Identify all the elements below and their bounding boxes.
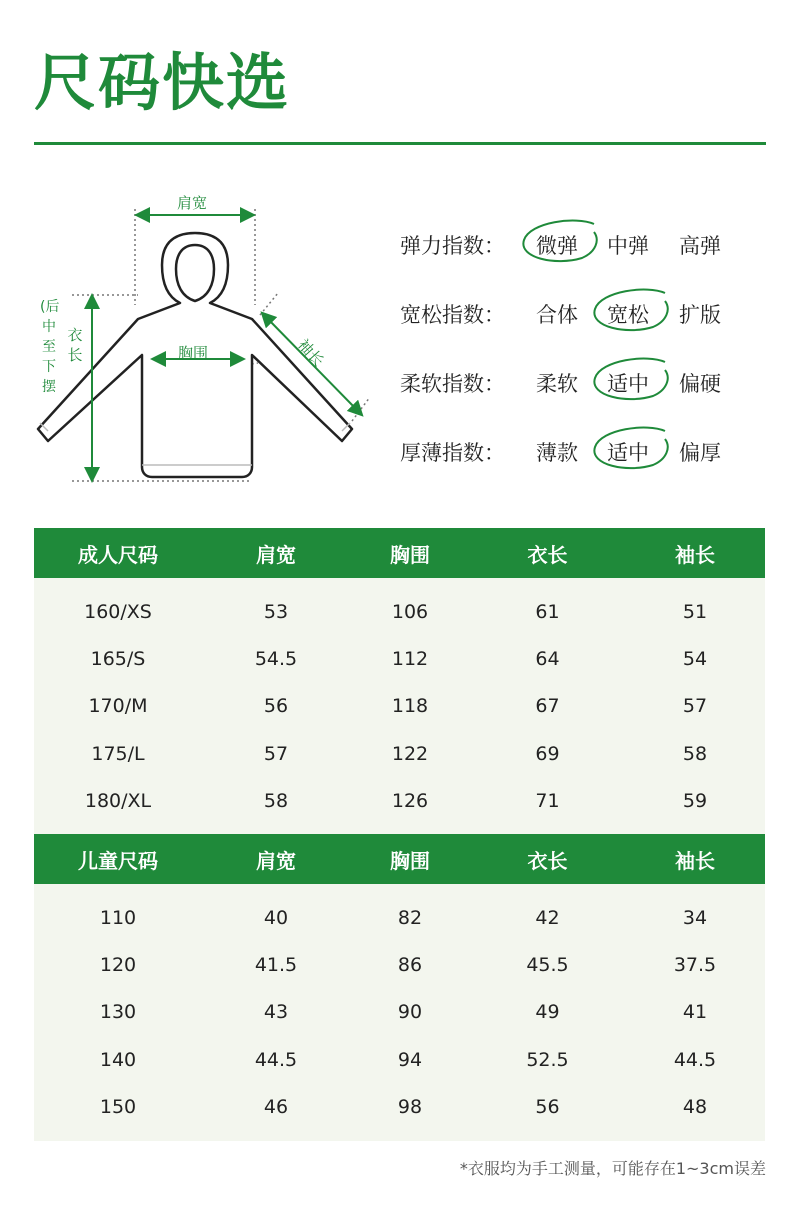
table-cell: 180/XL (84, 790, 152, 813)
header-cell: 衣长 (527, 542, 568, 567)
index-option: 中弹 (607, 234, 649, 258)
header-cell: 肩宽 (256, 848, 296, 873)
table-cell: 56 (263, 695, 289, 718)
kids-size-table (34, 834, 765, 1141)
table-cell: 165/S (90, 648, 146, 671)
table-cell: 51 (682, 600, 708, 623)
shoulder-label: 肩宽 (177, 194, 208, 212)
table-cell: 57 (263, 742, 289, 765)
header-cell: 肩宽 (256, 542, 296, 567)
index-label: 弹力指数： (400, 234, 505, 258)
table-row (34, 635, 765, 682)
index-row-elasticity (400, 222, 780, 291)
index-option: 柔软 (536, 372, 578, 396)
index-label: 柔软指数： (400, 372, 505, 396)
table-cell: 45.5 (526, 954, 569, 977)
index-row-softness (400, 360, 780, 429)
index-option: 微弹 (536, 234, 578, 258)
index-label: 宽松指数： (400, 303, 505, 327)
title-divider (34, 142, 766, 145)
index-option: 宽松 (607, 303, 649, 327)
index-option: 偏硬 (679, 372, 721, 396)
table-cell: 118 (391, 695, 429, 718)
table-cell: 150 (99, 1096, 137, 1119)
table-cell: 58 (263, 790, 289, 813)
table-cell: 48 (682, 1096, 708, 1119)
table-row (34, 778, 765, 825)
table-row (34, 941, 765, 988)
table-cell: 40 (263, 906, 289, 929)
index-option: 合体 (536, 303, 578, 327)
table-row (34, 1036, 765, 1083)
table-cell: 57 (682, 695, 708, 718)
table-cell: 53 (263, 600, 289, 623)
table-row (34, 894, 765, 941)
table-cell: 130 (99, 1001, 137, 1024)
index-row-fit (400, 291, 780, 360)
table-body (34, 578, 765, 835)
table-cell: 41.5 (254, 954, 298, 977)
table-cell: 54 (682, 648, 708, 671)
table-cell: 67 (535, 695, 560, 718)
index-option: 适中 (607, 441, 649, 465)
table-header (34, 528, 765, 578)
header-cell: 儿童尺码 (78, 848, 158, 873)
selection-circle-icon (587, 287, 677, 337)
length-label: 衣长 (67, 326, 83, 364)
index-option: 扩版 (679, 303, 721, 327)
table-cell: 170/M (88, 695, 148, 718)
table-cell: 54.5 (254, 648, 298, 671)
table-cell: 90 (397, 1001, 423, 1024)
table-cell: 41 (682, 1001, 708, 1024)
table-cell: 126 (391, 790, 429, 813)
table-cell: 71 (535, 790, 560, 813)
table-row (34, 989, 765, 1036)
table-cell: 37.5 (673, 954, 717, 977)
page-title: 尺码快选 (34, 46, 291, 119)
table-cell: 160/XS (84, 600, 152, 623)
table-cell: 175/L (91, 742, 145, 765)
selection-circle-icon (587, 425, 677, 475)
table-cell: 120 (99, 954, 137, 977)
header-cell: 胸围 (390, 542, 430, 567)
header-cell: 胸围 (390, 848, 430, 873)
fabric-indices (400, 222, 780, 498)
index-option: 薄款 (536, 441, 578, 465)
table-body (34, 884, 765, 1141)
table-row (34, 1084, 765, 1131)
table-cell: 52.5 (526, 1048, 569, 1071)
table-row (34, 730, 765, 777)
header-cell: 袖长 (675, 542, 715, 567)
table-cell: 49 (535, 1001, 560, 1024)
table-cell: 46 (263, 1096, 289, 1119)
header-cell: 成人尺码 (78, 542, 158, 567)
index-option: 偏厚 (679, 441, 721, 465)
table-cell: 140 (99, 1048, 137, 1071)
table-cell: 56 (535, 1096, 560, 1119)
header-cell: 衣长 (527, 848, 568, 873)
length-note-label: (后中至下摆 (40, 299, 60, 395)
table-row (34, 588, 765, 635)
table-cell: 94 (397, 1048, 423, 1071)
index-option: 高弹 (679, 234, 721, 258)
index-label: 厚薄指数： (400, 441, 505, 465)
selection-circle-icon (516, 218, 606, 268)
table-cell: 69 (535, 742, 560, 765)
hoodie-outline-icon (30, 185, 390, 495)
table-cell: 58 (682, 742, 708, 765)
table-cell: 61 (535, 600, 560, 623)
measurement-note: *衣服均为手工测量，可能存在1~3cm误差 (459, 1159, 766, 1178)
table-cell: 43 (263, 1001, 289, 1024)
table-cell: 64 (535, 648, 560, 671)
table-cell: 86 (397, 954, 423, 977)
table-cell: 42 (535, 906, 560, 929)
table-cell: 98 (397, 1096, 423, 1119)
index-row-thickness (400, 429, 780, 498)
table-cell: 106 (391, 600, 429, 623)
header-cell: 袖长 (675, 848, 715, 873)
table-cell: 122 (391, 742, 429, 765)
hoodie-measurement-figure (30, 185, 390, 495)
selection-circle-icon (587, 356, 677, 406)
index-option: 适中 (607, 372, 649, 396)
table-cell: 82 (397, 906, 423, 929)
table-header (34, 834, 765, 884)
table-cell: 112 (391, 648, 429, 671)
table-cell: 44.5 (254, 1048, 298, 1071)
adult-size-table (34, 528, 765, 835)
sleeve-label: 袖长 (294, 335, 328, 371)
table-cell: 44.5 (673, 1048, 717, 1071)
table-cell: 110 (99, 906, 137, 929)
chest-label: 胸围 (178, 344, 209, 362)
table-cell: 34 (682, 906, 708, 929)
table-row (34, 683, 765, 730)
table-cell: 59 (682, 790, 708, 813)
